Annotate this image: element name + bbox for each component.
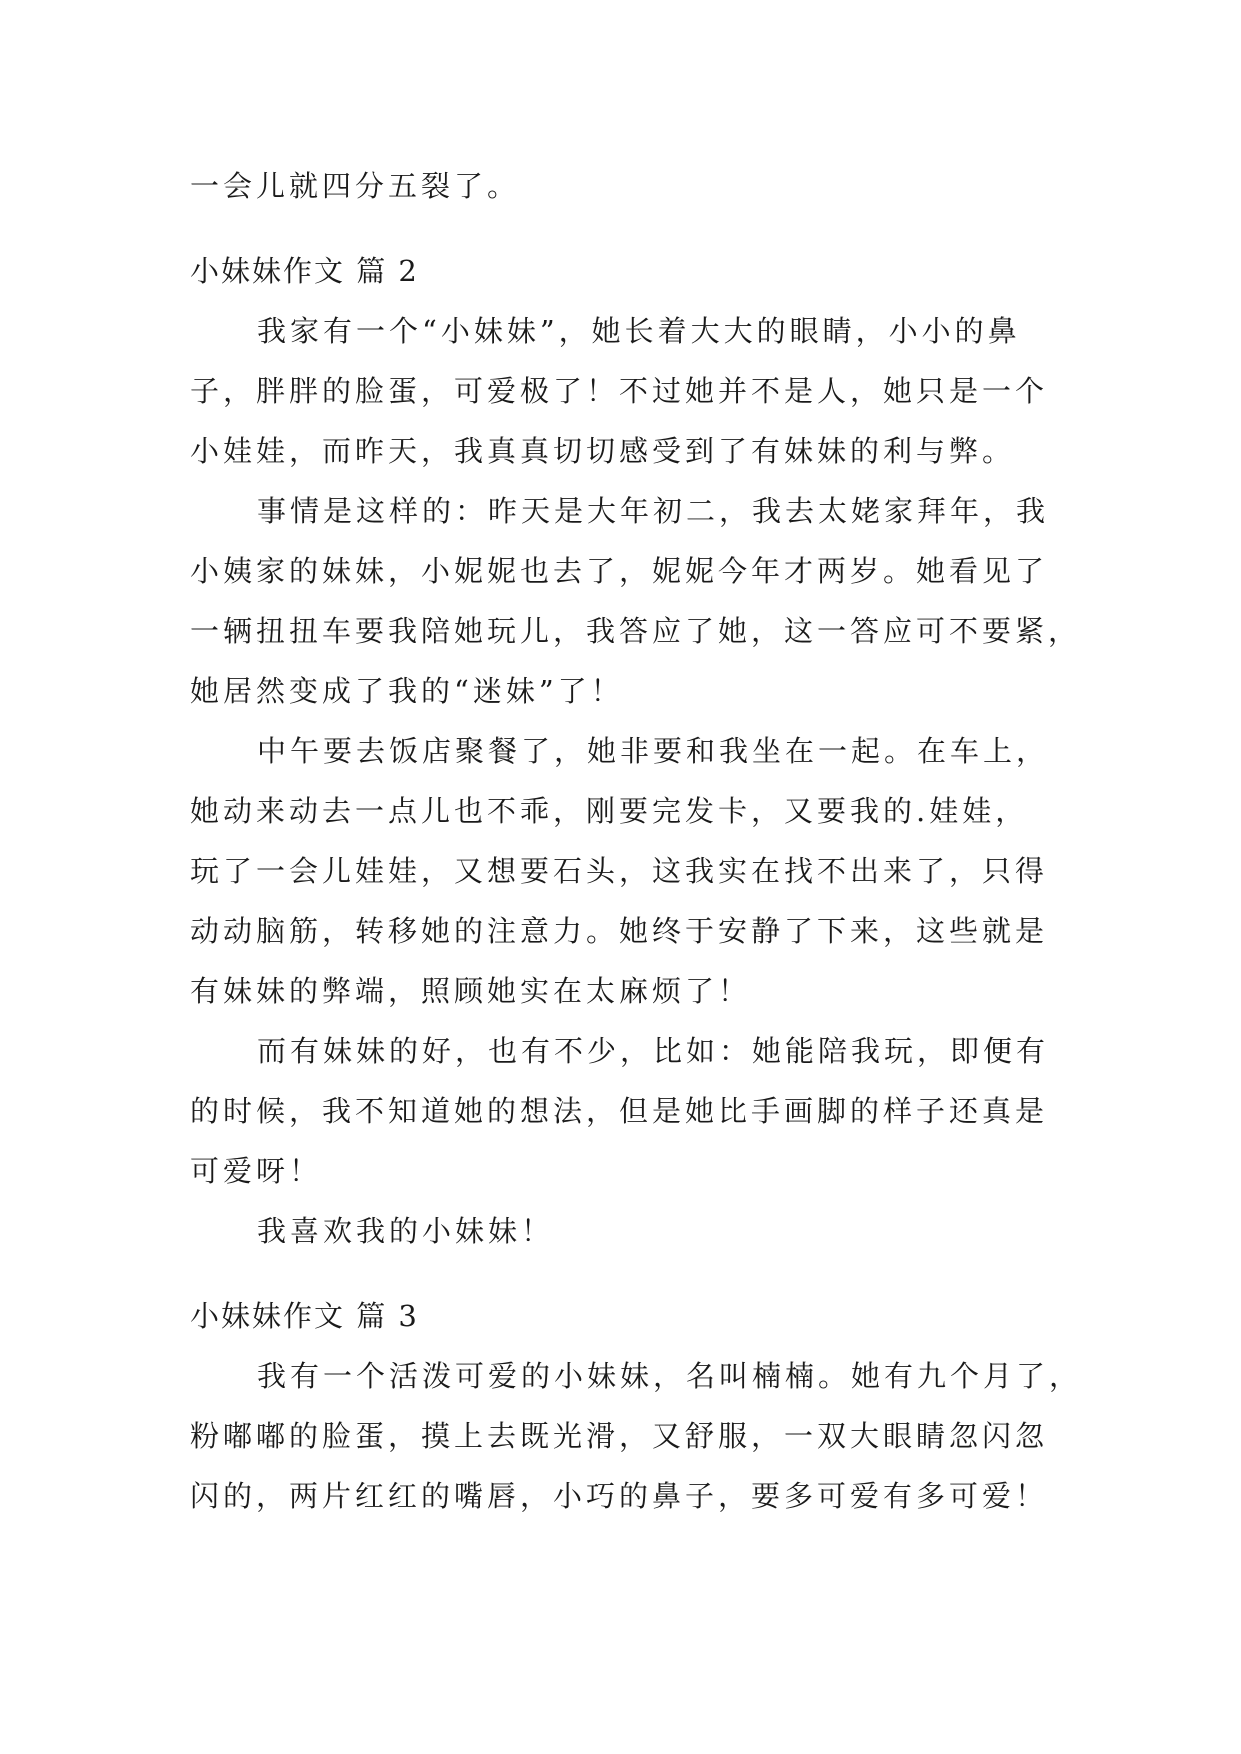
paragraph-line: 她居然变成了我的“迷妹”了！: [190, 674, 624, 708]
paragraph-line: 的时候，我不知道她的想法，但是她比手画脚的样子还真是: [190, 1094, 1049, 1128]
paragraph-line: 动动脑筋，转移她的注意力。她终于安静了下来，这些就是: [190, 914, 1049, 948]
paragraph-line: 玩了一会儿娃娃，又想要石头，这我实在找不出来了，只得: [190, 854, 1049, 888]
paragraph-line: 我有一个活泼可爱的小妹妹，名叫楠楠。她有九个月了，: [257, 1359, 1083, 1393]
paragraph-line: 事情是这样的：昨天是大年初二，我去太姥家拜年，我: [257, 494, 1050, 528]
paragraph-line: 她动来动去一点儿也不乖，刚要完发卡，又要我的.娃娃，: [190, 794, 1029, 828]
paragraph-line: 小姨家的妹妹，小妮妮也去了，妮妮今年才两岁。她看见了: [190, 554, 1049, 588]
paragraph-line: 粉嘟嘟的脸蛋，摸上去既光滑，又舒服，一双大眼睛忽闪忽: [190, 1419, 1049, 1453]
paragraph-line: 子，胖胖的脸蛋，可爱极了！不过她并不是人，她只是一个: [190, 374, 1049, 408]
paragraph-line: 小娃娃，而昨天，我真真切切感受到了有妹妹的利与弊。: [190, 434, 1016, 468]
paragraph-line: 中午要去饭店聚餐了，她非要和我坐在一起。在车上，: [257, 734, 1050, 768]
paragraph-line: 一会儿就四分五裂了。: [190, 169, 521, 203]
paragraph-line: 可爱呀！: [190, 1154, 323, 1188]
section-heading-2: 小妹妹作文 篇 2: [190, 254, 419, 288]
section-heading-3: 小妹妹作文 篇 3: [190, 1299, 419, 1333]
paragraph-line: 我喜欢我的小妹妹！: [257, 1214, 555, 1248]
paragraph-line: 一辆扭扭车要我陪她玩儿，我答应了她，这一答应可不要紧，: [190, 614, 1082, 648]
paragraph-line: 而有妹妹的好，也有不少，比如：她能陪我玩，即便有: [257, 1034, 1050, 1068]
paragraph-line: 有妹妹的弊端，照顾她实在太麻烦了！: [190, 974, 752, 1008]
paragraph-line: 闪的，两片红红的嘴唇，小巧的鼻子，要多可爱有多可爱！: [190, 1479, 1049, 1513]
paragraph-line: 我家有一个“小妹妹”，她长着大大的眼睛，小小的鼻: [257, 314, 1021, 348]
